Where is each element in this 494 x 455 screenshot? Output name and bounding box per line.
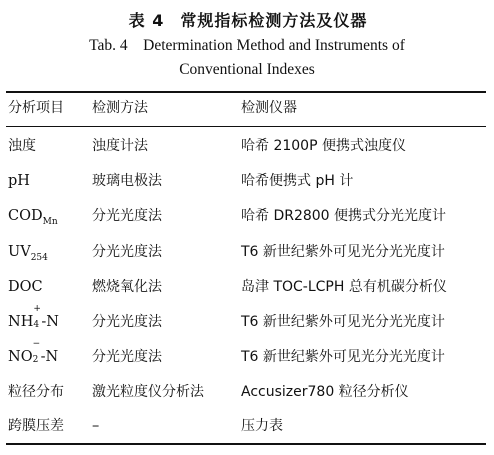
row-method: 玻璃电极法 [92,173,162,189]
row-item-base: UV [8,244,31,260]
row-item: pH [8,173,30,189]
row-item [8,339,59,369]
row-item-subscript: 2 [32,355,39,365]
row-item: 跨膜压差 [8,418,64,434]
row-method: 分光光度法 [92,208,162,224]
table-bottom-rule [6,443,486,445]
table-title-zh: 常规指标检测方法及仪器 [180,11,368,30]
row-instrument: T6 新世纪紫外可见光分光光度计 [241,349,445,365]
row-item [8,304,59,334]
row-instrument: 压力表 [241,418,283,434]
table-header-row [0,96,494,120]
row-instrument: Accusizer780 粒径分析仪 [241,384,409,400]
table-row [0,380,494,404]
table-header-rule [6,126,486,127]
row-item-superscript: + [33,304,41,314]
table-row [0,275,494,299]
row-method: 浊度计法 [92,138,148,154]
row-instrument: 哈希 2100P 便携式浊度仪 [241,138,406,154]
table-top-rule [6,91,486,93]
table-caption-en-line1: Tab. 4 Determination Method and Instruments of [89,37,405,54]
table-row [0,240,494,264]
table-row [0,204,494,228]
table-row [0,169,494,193]
row-method: 分光光度法 [92,244,162,260]
row-instrument: 哈希 DR2800 便携式分光光度计 [241,208,447,224]
row-method: 燃烧氧化法 [92,279,162,295]
row-item: 浊度 [8,138,36,154]
row-item-base: NH [8,314,34,330]
row-instrument: T6 新世纪紫外可见光分光光度计 [241,244,445,260]
header-instrument: 检测仪器 [241,100,297,116]
header-method: 检测方法 [92,100,148,116]
row-item-superscript: − [32,339,41,349]
table-row [0,134,494,158]
row-item [8,240,48,270]
row-method: 分光光度法 [92,349,162,365]
row-method: 分光光度法 [92,314,162,330]
row-method: – [92,418,100,434]
row-instrument: T6 新世纪紫外可见光分光光度计 [241,314,445,330]
row-item-subscript: Mn [42,217,58,227]
header-item: 分析项目 [8,100,64,116]
row-item-tail: -N [40,349,59,365]
row-item-base: COD [8,208,43,224]
table-row [0,414,494,438]
row-item [8,204,58,234]
row-item: DOC [8,279,43,295]
row-item-base: NO [8,349,33,365]
row-item-subscript: 254 [30,253,48,263]
row-item-subscript: 4 [33,320,40,330]
table-caption-zh [0,8,494,31]
row-item-tail: -N [41,314,59,330]
table-number: 表 4 [128,11,165,30]
row-item: 粒径分布 [8,384,64,400]
table-caption-en-line2: Conventional Indexes [179,61,315,78]
table-row [0,339,494,369]
table-row [0,304,494,334]
row-method: 激光粒度仪分析法 [92,384,204,400]
row-instrument: 哈希便携式 pH 计 [241,173,354,189]
row-instrument: 岛津 TOC-LCPH 总有机碳分析仪 [241,279,447,295]
